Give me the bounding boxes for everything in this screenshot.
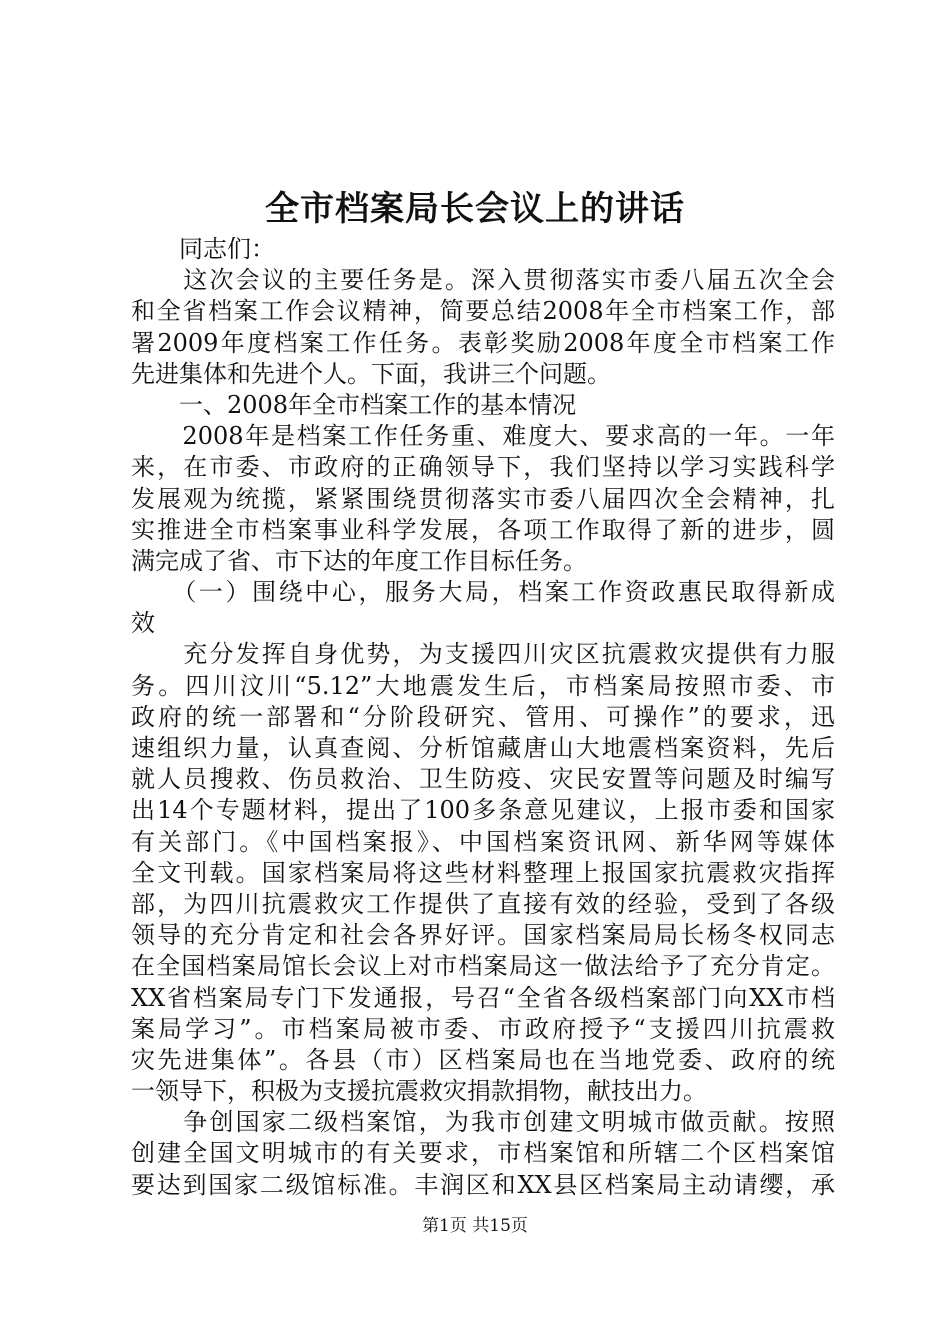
text-line: 先进集体和先进个人。下面，我讲三个问题。 (131, 359, 611, 388)
text-line: 充分发挥自身优势，为支援四川灾区抗震救灾提供有力服 (131, 640, 835, 669)
text-line: （一）围绕中心，服务大局，档案工作资政惠民取得新成 (131, 578, 835, 607)
text-line: 灾先进集体”。各县（市）区档案局也在当地党委、政府的统 (131, 1045, 835, 1074)
text-line: 效 (131, 609, 155, 638)
text-line: 实推进全市档案事业科学发展，各项工作取得了新的进步，圆 (131, 515, 835, 544)
text-line: 案局学习”。市档案局被市委、市政府授予“支援四川抗震救 (131, 1014, 835, 1043)
text-line: 政府的统一部署和“分阶段研究、管用、可操作”的要求，迅 (131, 702, 835, 731)
text-line: 这次会议的主要任务是。深入贯彻落实市委八届五次全会 (131, 266, 835, 295)
text-line: 在全国档案局馆长会议上对市档案局这一做法给予了充分肯定。 (131, 952, 835, 981)
text-line: 出14个专题材料，提出了100多条意见建议，上报市委和国家 (131, 796, 835, 825)
text-line: XX省档案局专门下发通报，号召“全省各级档案部门向XX市档 (131, 983, 835, 1012)
text-line: 领导的充分肯定和社会各界好评。国家档案局局长杨冬权同志 (131, 921, 835, 950)
text-line: 署2009年度档案工作任务。表彰奖励2008年度全市档案工作 (131, 328, 835, 357)
text-line: 创建全国文明城市的有关要求，市档案馆和所辖二个区档案馆 (131, 1139, 835, 1168)
document-body (131, 234, 835, 1201)
document-title: 全市档案局长会议上的讲话 (265, 189, 685, 229)
text-line: 一、2008年全市档案工作的基本情况 (131, 390, 577, 419)
text-line: 要达到国家二级馆标准。丰润区和XX县区档案局主动请缨，承 (131, 1170, 835, 1199)
text-line: 务。四川汶川“5.12”大地震发生后，市档案局按照市委、市 (131, 671, 835, 700)
text-line: 发展观为统揽，紧紧围绕贯彻落实市委八届四次全会精神，扎 (131, 484, 835, 513)
text-line: 全文刊载。国家档案局将这些材料整理上报国家抗震救灾指挥 (131, 858, 835, 887)
text-line: 速组织力量，认真查阅、分析馆藏唐山大地震档案资料，先后 (131, 734, 835, 762)
page-number: 第1页 共15页 (422, 1216, 528, 1236)
text-line: 就人员搜救、伤员救治、卫生防疫、灾民安置等问题及时编写 (131, 765, 835, 794)
text-line: 满完成了省、市下达的年度工作目标任务。 (131, 546, 587, 575)
text-line: 2008年是档案工作任务重、难度大、要求高的一年。一年 (131, 422, 835, 451)
text-line: 争创国家二级档案馆，为我市创建文明城市做贡献。按照 (131, 1108, 835, 1137)
text-line: 同志们： (131, 235, 275, 263)
text-line: 部，为四川抗震救灾工作提供了直接有效的经验，受到了各级 (131, 889, 835, 918)
text-line: 一领导下，积极为支援抗震救灾捐款捐物，献技出力。 (131, 1077, 707, 1106)
text-line: 来，在市委、市政府的正确领导下，我们坚持以学习实践科学 (131, 453, 835, 482)
text-line: 和全省档案工作会议精神，简要总结2008年全市档案工作，部 (131, 297, 835, 326)
text-line: 有关部门。《中国档案报》、中国档案资讯网、新华网等媒体 (131, 827, 835, 856)
